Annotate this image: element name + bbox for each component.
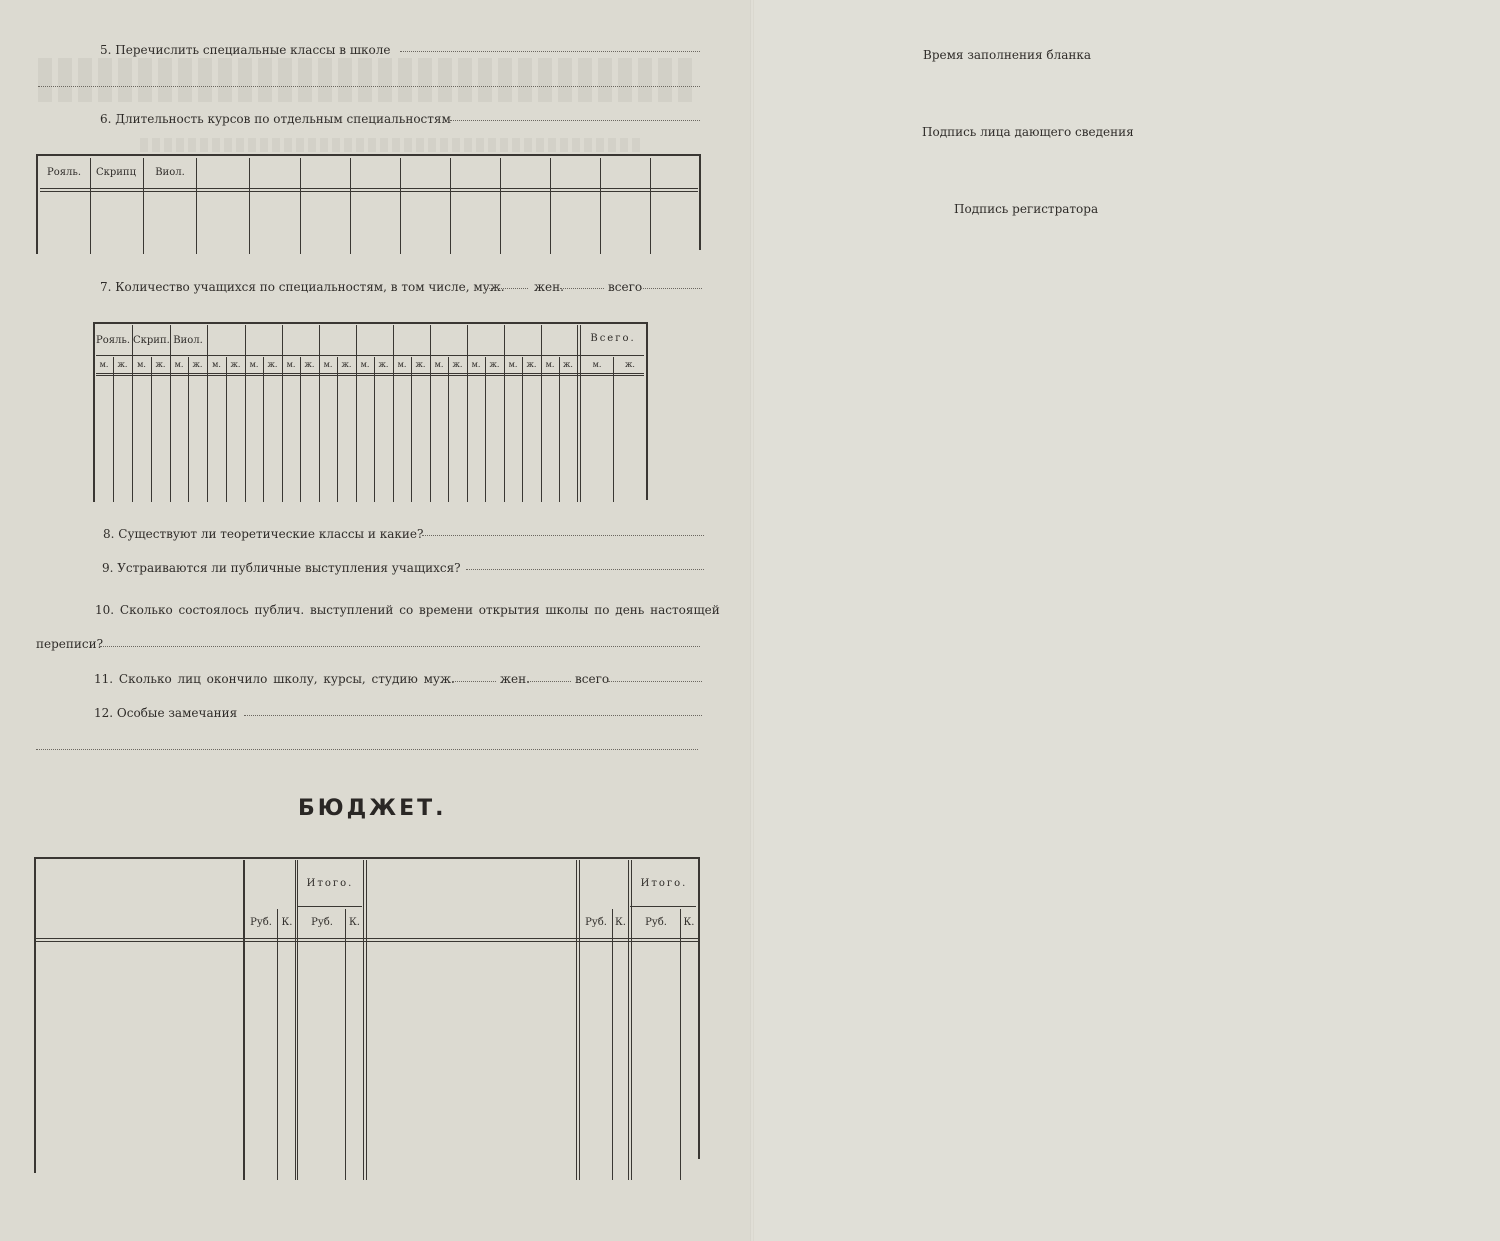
budget-rub-3: Руб. [585,917,607,928]
answer-line-6[interactable] [450,120,700,121]
q7-male-line[interactable] [484,288,528,289]
budget-kop-4: К. [683,917,695,928]
budget-title: БЮДЖЕТ. [298,796,447,821]
t7-header-total: Всего. [590,333,636,344]
t7-m: м. [137,360,146,369]
t6-header-viola: Виол. [155,167,185,178]
question-12: 12. Особые замечания [94,706,238,720]
t7-f: ж. [192,360,203,369]
answer-line-12a[interactable] [244,715,702,716]
t7-f: ж. [378,360,389,369]
budget-kop-1: К. [281,917,293,928]
t7-m: м. [323,360,333,369]
question-5: 5. Перечислить специальные классы в школе [100,43,391,57]
answer-line-12b[interactable] [36,749,698,750]
t7-m: м. [434,360,444,369]
question-10-line1: 10. Сколько состоялось публич. выступлений со времени открытия школы по день настоящей [95,603,720,617]
informant-signature-label: Подпись лица дающего сведения [922,125,1134,139]
t7-f: ж. [230,360,241,369]
question-11: 11. Сколько лиц окончило школу, курсы, студию муж. [94,672,455,686]
t7-total-f: ж. [625,360,635,369]
q11-female-label: жен. [500,672,530,686]
t7-header-violin: Скрип. [133,335,170,346]
t7-m: м. [249,360,259,369]
t7-m: м. [397,360,407,369]
t7-header-viola: Виол. [173,335,203,346]
q7-total-label: всего [608,280,643,294]
t7-m: м. [212,360,221,369]
t7-header-piano: Рояль. [95,335,131,346]
t7-f: ж. [563,360,573,369]
q7-total-line[interactable] [640,288,702,289]
answer-line-5a[interactable] [400,51,700,52]
t6-header-violin: Скрипц [95,167,137,178]
answer-line-8[interactable] [422,535,704,536]
budget-rub-1: Руб. [250,917,272,928]
q7-female-label: жен. [534,280,564,294]
bleed-through-heading [38,58,698,102]
t7-f: ж. [526,360,537,369]
t7-f: ж. [452,360,463,369]
t7-m: м. [286,360,296,369]
budget-kop-2: К. [349,917,360,928]
q11-female-line[interactable] [527,681,571,682]
time-filled-label: Время заполнения бланка [923,48,1091,62]
question-6: 6. Длительность курсов по отдельным специальностям [100,112,451,126]
budget-kop-3: К. [615,917,626,928]
question-10-line2: переписи? [36,637,104,651]
registrar-signature-label: Подпись регистратора [954,202,1099,216]
t7-f: ж. [489,360,500,369]
t7-f: ж. [117,360,128,369]
q11-male-line[interactable] [452,681,496,682]
q7-female-line[interactable] [560,288,604,289]
t7-f: ж. [341,360,352,369]
budget-rub-2: Руб. [311,917,333,928]
t7-f: ж. [304,360,315,369]
t6-header-piano: Рояль. [46,167,82,178]
t7-m: м. [471,360,481,369]
t7-m: м. [508,360,518,369]
bleed-through-subheading [140,138,640,152]
question-8: 8. Существуют ли теоретические классы и какие? [103,527,424,541]
t7-m: м. [360,360,370,369]
t7-f: ж. [415,360,426,369]
question-7: 7. Количество учащихся по специальностям, в том числе, муж. [100,280,505,294]
question-9: 9. Устраиваются ли публичные выступления учащихся? [102,561,461,575]
t7-f: ж. [267,360,278,369]
right-page [752,0,1500,1241]
t7-total-m: м. [592,360,602,369]
answer-line-10[interactable] [100,646,700,647]
answer-line-9[interactable] [466,569,704,570]
t7-m: м. [545,360,555,369]
page-fold [750,0,754,1241]
q11-total-line[interactable] [608,681,702,682]
t7-m: м. [99,360,109,369]
answer-line-5b[interactable] [38,86,700,87]
budget-itogo-right: Итого. [640,878,688,889]
budget-itogo-left: Итого. [306,878,354,889]
q11-total-label: всего [575,672,610,686]
t7-f: ж. [155,360,166,369]
t7-m: м. [174,360,184,369]
budget-rub-4: Руб. [645,917,667,928]
